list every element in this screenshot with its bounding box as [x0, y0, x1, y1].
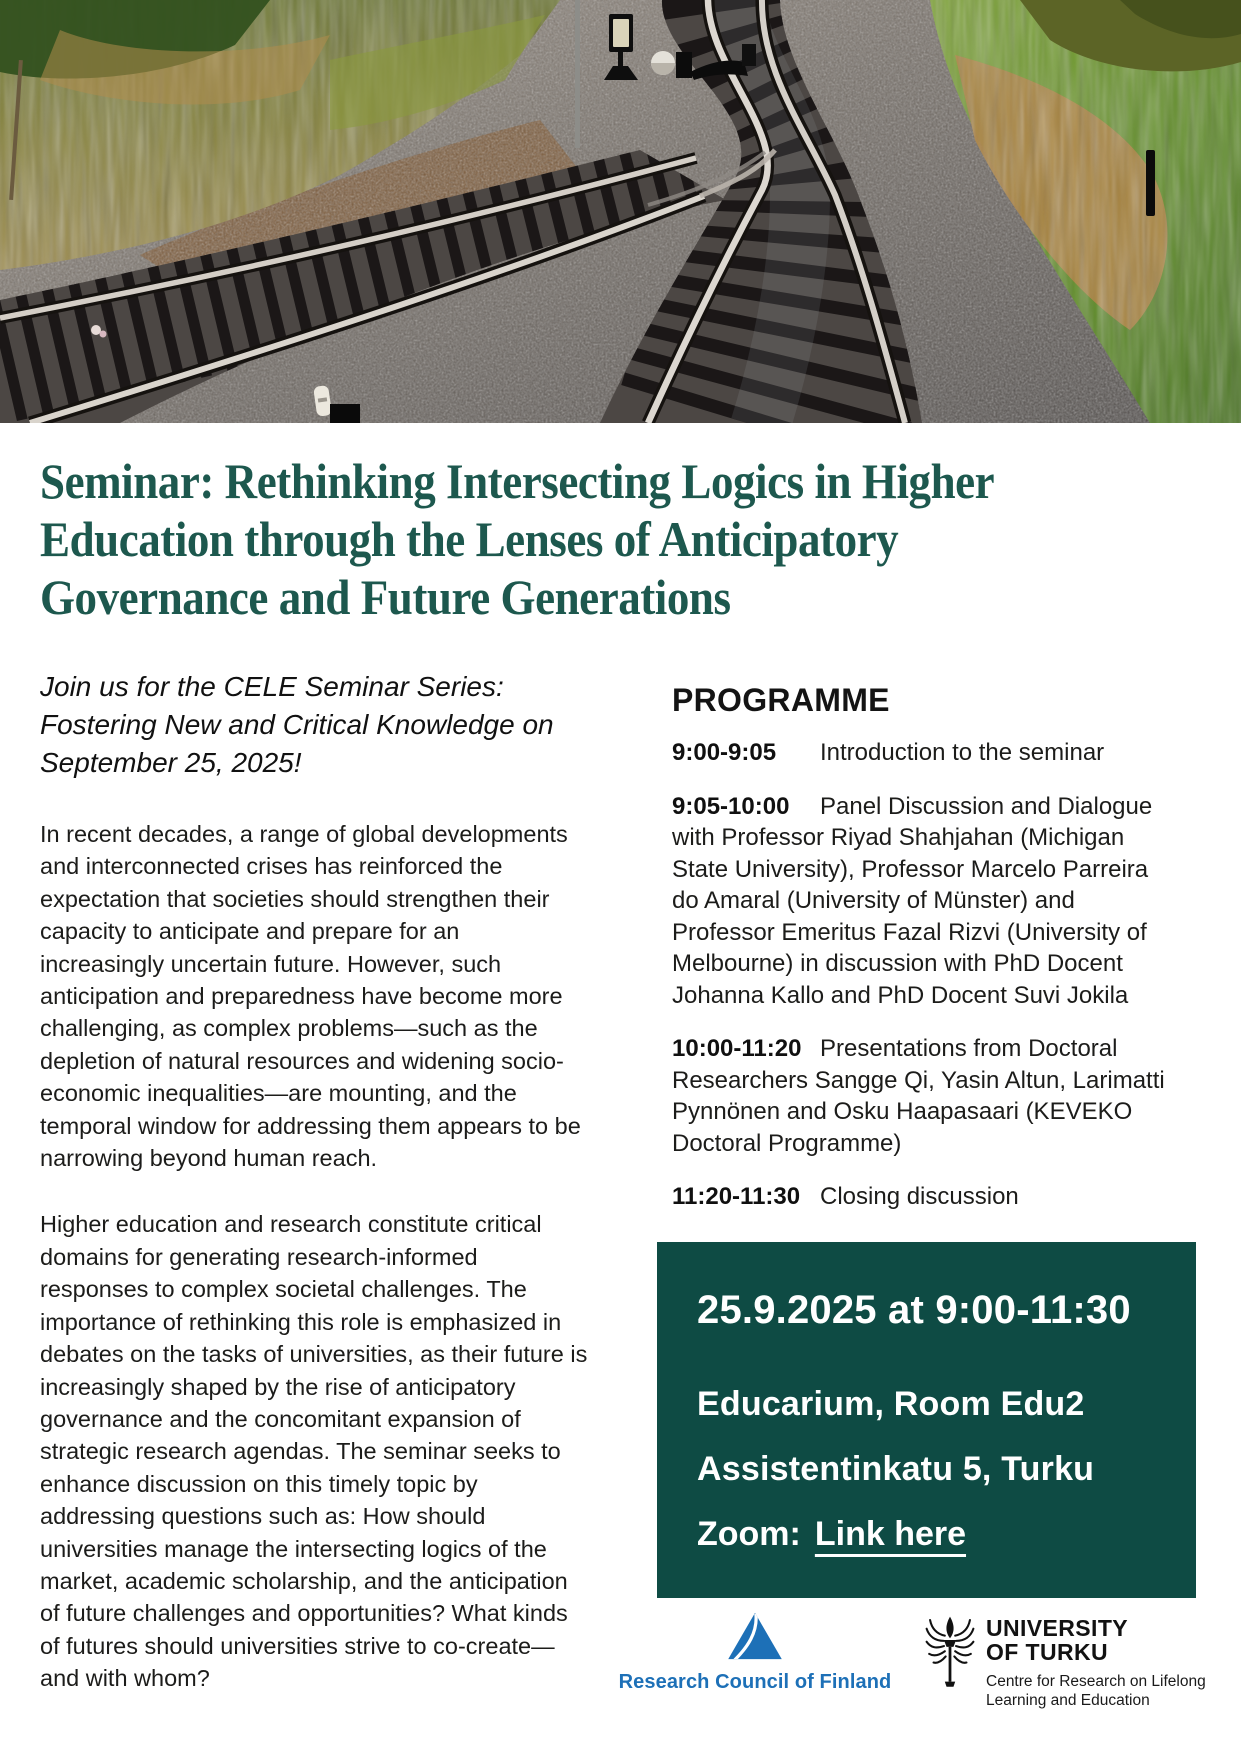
programme-section — [672, 682, 1180, 1235]
intro-column — [40, 668, 588, 1729]
programme-item-2-description: Panel Discussion and Dialogue with Professor Riyad Shahjahan (Michigan State University), Professor Marcelo Parreira do Amaral (University of Münster) and Professor Emeritus Fazal Rizvi (University of Melbourne) in discussion with PhD Docent Johanna Kallo and PhD Docent Suvi Jokila — [672, 792, 1153, 1009]
programme-item-1-time: 9:00-9:05 — [672, 739, 777, 766]
university-of-turku-logo — [924, 1612, 1210, 1710]
page-title-line-3: Governance and Future Generations — [40, 569, 731, 625]
event-location-address: Assistentinkatu 5, Turku — [697, 1450, 1095, 1488]
intro-paragraph-1: In recent decades, a range of global developments and interconnected crises has reinforced the expectation that societies should strengthen their capacity to anticipate and prepare for an increasingly uncertain future. However, such anticipation and preparedness have become more challenging, as complex problems—such as the depletion of natural resources and widening socio-economic inequalities—are mounting, and the temporal window for addressing them appears to be narrowing beyond human reach. — [40, 821, 581, 1172]
programme-item-4-description: Closing discussion — [820, 1183, 1019, 1210]
utu-text — [986, 1612, 1210, 1710]
programme-item-3 — [672, 1033, 1180, 1159]
event-location-room: Educarium, Room Edu2 — [697, 1385, 1085, 1423]
event-zoom-row — [697, 1515, 1166, 1554]
programme-item-3-description: Presentations from Doctoral Researchers Sangge Qi, Yasin Altun, Larimatti Pynnönen and Osku Haapasaari (KEVEKO Doctoral Programme) — [672, 1035, 1165, 1157]
page-title — [40, 452, 1120, 626]
programme-item-3-time: 10:00-11:20 — [672, 1035, 802, 1062]
railway-photo — [0, 0, 1241, 423]
event-info-box — [657, 1242, 1196, 1598]
utu-subtitle: Centre for Research on Lifelong Learning and Education — [986, 1673, 1206, 1709]
programme-heading: PROGRAMME — [672, 682, 890, 718]
research-council-finland-logo — [618, 1612, 892, 1694]
programme-item-1-description: Introduction to the seminar — [820, 739, 1105, 766]
railway-photo-graphic — [0, 0, 1241, 423]
rcf-label: Research Council of Finland — [618, 1671, 892, 1693]
programme-item-2-time: 9:05-10:00 — [672, 792, 790, 820]
programme-item-4-time: 11:20-11:30 — [672, 1183, 801, 1210]
footer-logos — [618, 1612, 1210, 1710]
programme-item-4 — [672, 1181, 1180, 1213]
utu-torch-icon — [924, 1612, 976, 1699]
zoom-label: Zoom: — [697, 1515, 801, 1553]
programme-item-2 — [672, 791, 1180, 1012]
utu-name — [986, 1616, 1210, 1664]
programme-item-1 — [672, 737, 1180, 769]
page-title-line-2: Education through the Lenses of Anticipatory — [40, 511, 899, 567]
intro-lead: Join us for the CELE Seminar Series: Fostering New and Critical Knowledge on September 25, 2025! — [40, 671, 554, 778]
utu-name-line-1: UNIVERSITY — [986, 1615, 1129, 1641]
utu-name-line-2: OF TURKU — [986, 1639, 1109, 1665]
rcf-triangle-icon — [727, 1612, 783, 1665]
zoom-link[interactable]: Link here — [814, 1515, 967, 1553]
event-datetime: 25.9.2025 at 9:00-11:30 — [697, 1288, 1131, 1332]
intro-paragraph-2: Higher education and research constitute critical domains for generating research-informed responses to complex societal challenges. The importance of rethinking this role is emphasized in debates on the tasks of universities, as their future is increasingly shaped by the rise of anticipatory governance and the concomitant expansion of strategic research agendas. The seminar seeks to enhance discussion on this timely topic by addressing questions such as: How should universities manage the intersecting logics of the market, academic scholarship, and the anticipation of future challenges and opportunities? What kinds of futures should universities strive to co-create—and with whom? — [40, 1211, 588, 1692]
page-title-line-1: Seminar: Rethinking Intersecting Logics in Higher — [40, 453, 995, 509]
